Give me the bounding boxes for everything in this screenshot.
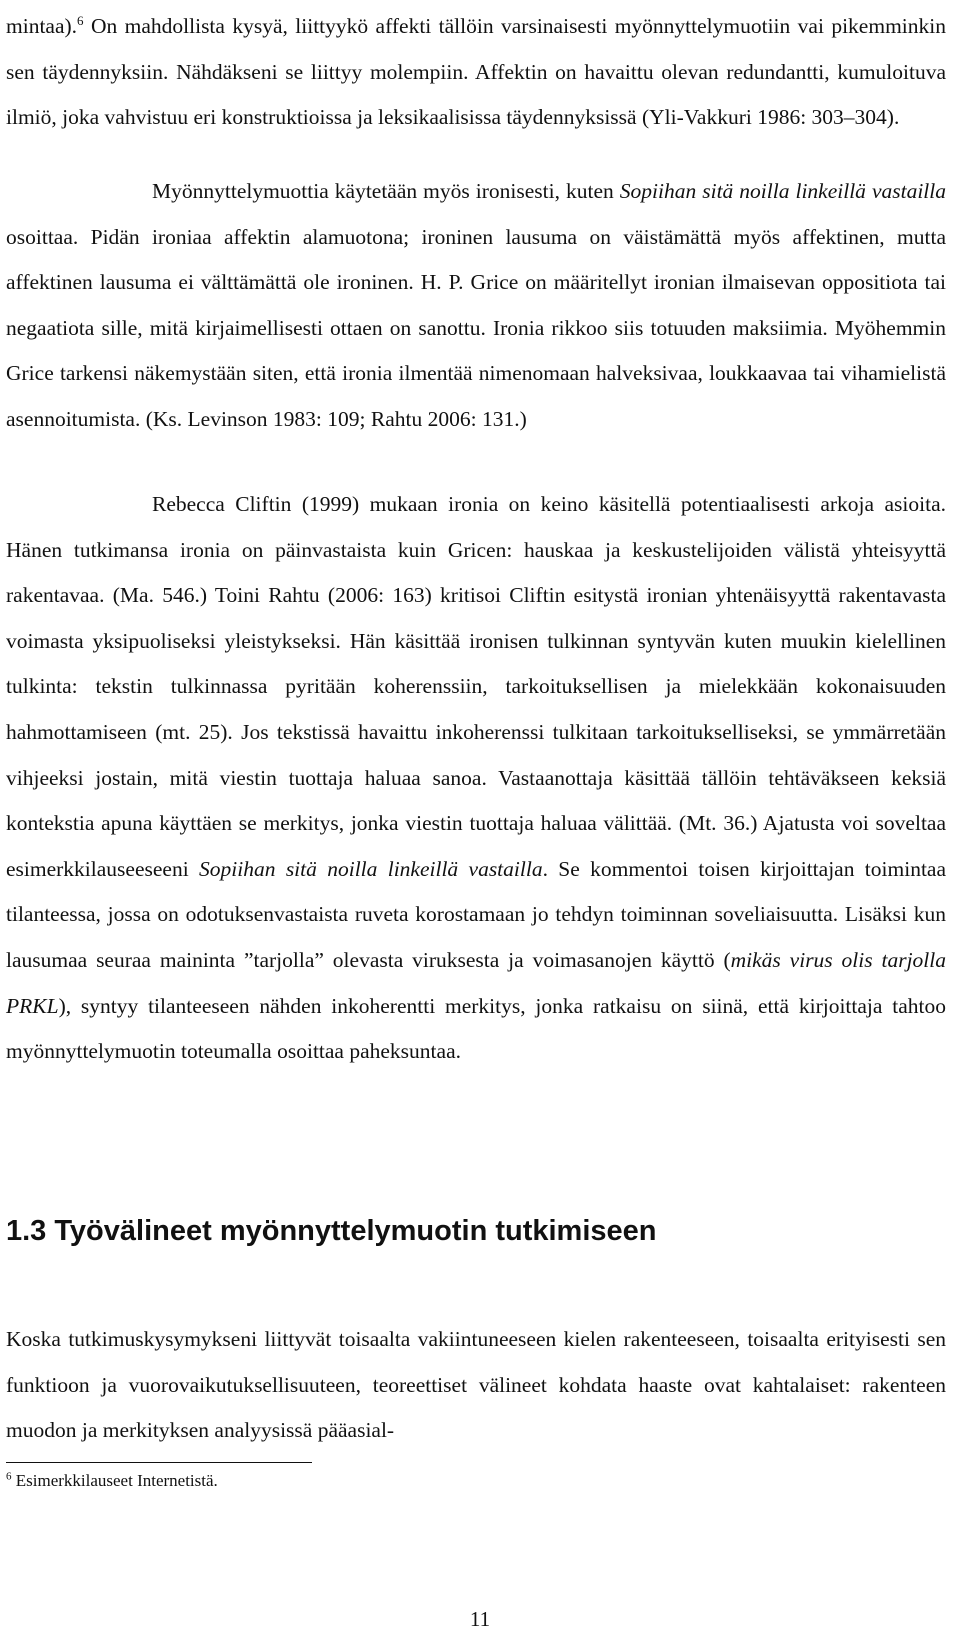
paragraph-text: . Se kommentoi toisen kirjoittajan toimintaa tilanteessa, jossa on odotuksenvastaista ruveta korostamaan jo tehdyn toiminnan soveliaisuutta. Lisäksi kun lausumaa seuraa maininta ”tarjolla” olevasta viruksesta ja voimasanojen käyttö ( xyxy=(6,856,947,972)
footnote-divider xyxy=(6,1462,312,1463)
footnote xyxy=(6,1466,218,1496)
page-number: 11 xyxy=(469,1607,491,1631)
body-paragraph-2 xyxy=(6,169,946,443)
footnote-text: Esimerkkilauseet Internetistä. xyxy=(11,1471,218,1490)
footnote-reference: 6 xyxy=(77,12,84,28)
body-paragraph-1 xyxy=(6,4,946,141)
paragraph-text: Koska tutkimuskysymykseni liittyvät toisaalta vakiintuneeseen kielen rakenteeseen, toisaalta erityisesti sen funktioon ja vuorovaikutuksellisuuteen, teoreettiset välineet kohdata haaste ovat kahtalaiset: rakenteen muodon ja merkityksen analyysissä pääasial- xyxy=(6,1327,946,1443)
example-sentence: Sopiihan sitä noilla linkeillä vastailla xyxy=(199,856,543,881)
example-quote: mikäs virus olis tarjolla PRKL xyxy=(6,947,947,1018)
body-paragraph-3 xyxy=(6,482,946,1075)
paragraph-text: Myönnyttelymuottia käytetään myös ironisesti, kuten xyxy=(152,179,620,203)
paragraph-text: ), syntyy tilanteeseen nähden inkoherentti merkitys, jonka ratkaisu on siinä, että kirjoittaja tahtoo myönnyttelymuotin toteumalla osoittaa paheksuntaa. xyxy=(6,993,946,1064)
paragraph-text: osoittaa. Pidän ironiaa affektin alamuotona; ironinen lausuma on väistämättä myös affektinen, mutta affektinen lausuma ei välttämättä ole ironinen. H. P. Grice on määritellyt ironian ilmaisevan oppositiota tai negaatiota sille, mitä kirjaimellisesti ottaen on sanottu. Ironia rikkoo siis totuuden maksiimia. Myöhemmin Grice tarkensi näkemystään siten, että ironia ilmentää nimenomaan halveksivaa, loukkaavaa tai vihamielistä asennoitumista. (Ks. Levinson 1983: 109; Rahtu 2006: 131.) xyxy=(6,224,946,431)
footnote-number: 6 xyxy=(6,1470,12,1483)
body-paragraph-4 xyxy=(6,1317,946,1454)
section-heading: 1.3 Työvälineet myönnyttelymuotin tutkimiseen xyxy=(6,1215,657,1247)
example-sentence: Sopiihan sitä noilla linkeillä vastailla xyxy=(619,179,947,203)
paragraph-text: On mahdollista kysyä, liittyykö affekti tällöin varsinaisesti myönnyttelymuotiin vai pikemminkin sen täydennyksiin. Nähdäkseni se liittyy molempiin. Affektin on havaittu olevan redundantti, kumuloituva ilmiö, joka vahvistuu eri konstruktioissa ja leksikaalisissa täydennyksissä (Yli-Vakkuri 1986: 303–304). xyxy=(6,14,946,130)
paragraph-text: mintaa). xyxy=(6,14,78,38)
paragraph-text: Rebecca Cliftin (1999) mukaan ironia on keino käsitellä potentiaalisesti arkoja asioita. Hänen tutkimansa ironia on päinvastaista kuin Gricen: hauskaa ja keskustelijoiden välistä yhteisyyttä rakentavaa. (Ma. 546.) Toini Rahtu (2006: 163) kritisoi Cliftin esitystä ironian yhtenäisyyttä rakentavasta voimasta yksipuoliseksi yleistykseksi. Hän käsittää ironisen tulkinnan syntyvän kuten muukin kielellinen tulkinta: tekstin tulkinnassa pyritään koherenssiin, tarkoituksellisen ja mielekkään kokonaisuuden hahmottamiseen (mt. 25). Jos tekstissä havaittu inkoherenssi tulkitaan tarkoitukselliseksi, se ymmärretään vihjeeksi jostain, mitä viestin tuottaja haluaa sanoa. Vastaanottaja käsittää tällöin tehtäväkseen keksiä kontekstia apuna käyttäen se merkitys, jonka viestin tuottaja haluaa välittää. (Mt. 36.) Ajatusta voi soveltaa esimerkkilauseeseeni xyxy=(6,492,946,881)
